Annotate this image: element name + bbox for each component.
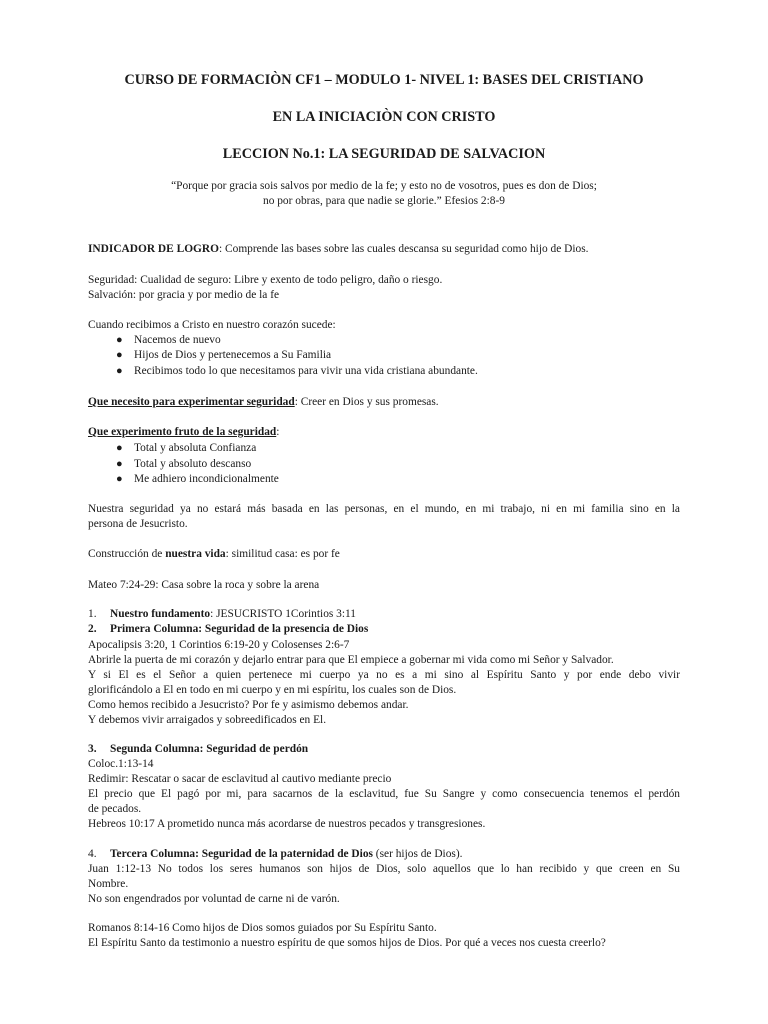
definition-seguridad: Seguridad: Cualidad de seguro: Libre y exento de todo peligro, daño o riesgo. xyxy=(88,274,443,286)
bullet-icon: ● xyxy=(116,365,123,377)
definition-salvacion: Salvación: por gracia y por medio de la fe xyxy=(88,289,280,301)
section-1-text: : JESUCRISTO 1Corintios 3:11 xyxy=(210,608,356,620)
section-2-line: Abrirle la puerta de mi corazón y dejarlo entrar para que El empiece a gobernar mi vida como mi Señor y Salvador. xyxy=(88,654,614,666)
course-subtitle: EN LA INICIACIÒN CON CRISTO xyxy=(272,109,496,125)
mateo-line: Mateo 7:24-29: Casa sobre la roca y sobre la arena xyxy=(88,579,320,591)
indicador-text: : Comprende las bases sobre las cuales descansa su seguridad como hijo de Dios. xyxy=(219,243,589,255)
list-item: Total y absoluto descanso xyxy=(134,458,252,470)
section-2-heading xyxy=(88,622,368,637)
section-number: 1. xyxy=(88,608,97,620)
section-2-title: Primera Columna: Seguridad de la presencia de Dios xyxy=(110,623,369,635)
construccion-post: : similitud casa: es por fe xyxy=(225,548,340,560)
section-3-line: de pecados. xyxy=(88,803,142,815)
bullet-icon: ● xyxy=(116,458,123,470)
romanos-line-1: Romanos 8:14-16 Como hijos de Dios somos guiados por Su Espíritu Santo. xyxy=(88,922,437,934)
section-2-line: Como hemos recibido a Jesucristo? Por fe y asimismo debemos andar. xyxy=(88,699,409,711)
list-item: Recibimos todo lo que necesitamos para vivir una vida cristiana abundante. xyxy=(134,365,478,377)
section-4-after: (ser hijos de Dios). xyxy=(372,848,463,860)
fruto-heading xyxy=(88,425,279,440)
course-title: CURSO DE FORMACIÒN CF1 – MODULO 1- NIVEL 1: BASES DEL CRISTIANO xyxy=(124,72,644,88)
section-number: 2. xyxy=(88,623,97,635)
indicador-label: INDICADOR DE LOGRO xyxy=(88,243,220,255)
bullet-icon: ● xyxy=(116,442,123,454)
lesson-title: LECCION No.1: LA SEGURIDAD DE SALVACION xyxy=(222,146,546,162)
construccion-bold: nuestra vida xyxy=(165,548,226,560)
list-item: Me adhiero incondicionalmente xyxy=(134,473,279,485)
quote-line-2: no por obras, para que nadie se glorie.” Efesios 2:8-9 xyxy=(263,195,505,207)
construccion-line xyxy=(88,547,340,562)
list-item: Hijos de Dios y pertenecemos a Su Familia xyxy=(134,349,332,361)
section-3-line: Redimir: Rescatar o sacar de esclavitud al cautivo mediante precio xyxy=(88,773,392,785)
section-3-heading xyxy=(88,742,308,757)
cuando-intro: Cuando recibimos a Cristo en nuestro corazón sucede: xyxy=(88,319,336,331)
section-4-heading xyxy=(88,847,462,862)
section-3-line: Coloc.1:13-14 xyxy=(88,758,154,770)
section-4-title: Tercera Columna: Seguridad de la paternidad de Dios xyxy=(110,848,373,860)
quote-line-1: “Porque por gracia sois salvos por medio de la fe; y esto no de vosotros, pues es don de Dios; xyxy=(171,180,597,192)
list-item: Nacemos de nuevo xyxy=(134,334,221,346)
fruto-label: Que experimento fruto de la seguridad xyxy=(88,426,277,438)
necesito-line xyxy=(88,395,439,410)
section-4-line: No son engendrados por voluntad de carne ni de varón. xyxy=(88,893,340,905)
necesito-label: Que necesito para experimentar seguridad xyxy=(88,396,295,408)
section-1-label: Nuestro fundamento xyxy=(110,608,211,620)
bullet-icon: ● xyxy=(116,473,123,485)
section-2-line: Y si El es el Señor a quien pertenece mi cuerpo ya no es a mi sino al Espíritu Santo y por ende debo vivir xyxy=(88,669,680,681)
section-2-line: Apocalipsis 3:20, 1 Corintios 6:19-20 y Colosenses 2:6-7 xyxy=(88,639,350,651)
section-3-line: El precio que El pagó por mi, para sacarnos de la esclavitud, fue Su Sangre y como consecuencia tenemos el perdón xyxy=(88,788,680,800)
section-3-title: Segunda Columna: Seguridad de perdón xyxy=(110,743,309,755)
bullet-icon: ● xyxy=(116,334,123,346)
section-1 xyxy=(88,607,356,622)
section-4-line: Juan 1:12-13 No todos los seres humanos son hijos de Dios, solo aquellos que lo han recibido y que creen en Su xyxy=(88,863,680,875)
necesito-text: : Creer en Dios y sus promesas. xyxy=(294,396,439,408)
section-number: 3. xyxy=(88,743,97,755)
section-number: 4. xyxy=(88,848,97,860)
bullet-icon: ● xyxy=(116,349,123,361)
section-3-line: Hebreos 10:17 A prometido nunca más acordarse de nuestros pecados y transgresiones. xyxy=(88,818,486,830)
section-4-line: Nombre. xyxy=(88,878,129,890)
list-item: Total y absoluta Confianza xyxy=(134,442,257,454)
fruto-colon: : xyxy=(276,426,280,438)
indicador-de-logro xyxy=(88,242,589,257)
nuestra-seguridad-line-2: persona de Jesucristo. xyxy=(88,518,188,530)
construccion-pre: Construcción de xyxy=(88,548,166,560)
section-2-line: glorificándolo a El en todo en mi cuerpo y en mi espíritu, los cuales son de Dios. xyxy=(88,684,457,696)
nuestra-seguridad-line-1: Nuestra seguridad ya no estará más basada en las personas, en el mundo, en mi trabajo, ni en mi familia sino en la xyxy=(88,503,680,515)
section-2-line: Y debemos vivir arraigados y sobreedificados en El. xyxy=(88,714,327,726)
romanos-line-2: El Espíritu Santo da testimonio a nuestro espíritu de que somos hijos de Dios. Por qué a veces nos cuesta creerlo? xyxy=(88,937,606,949)
